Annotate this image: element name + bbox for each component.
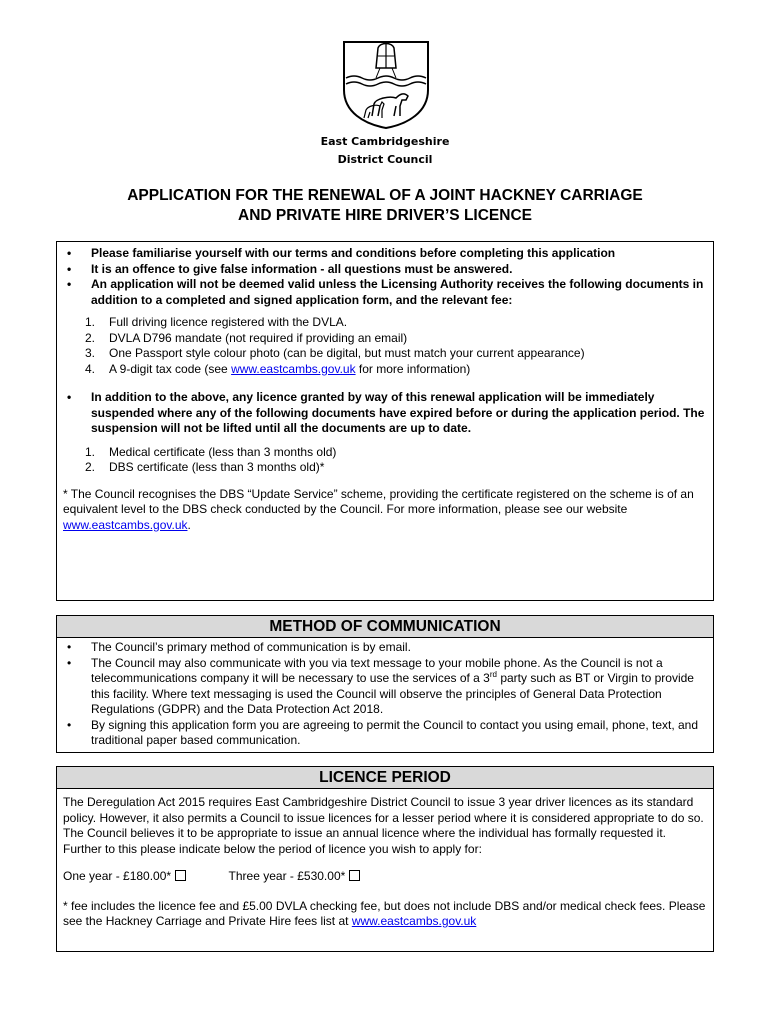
list-number: 2. [85,330,96,345]
licence-period-paragraph: The Deregulation Act 2015 requires East Cambridgeshire District Council to issue 3 year driver licences as its standard policy. However, it also permits a Council to issue licences for a lesser period where it is considered appropriate to do so. The Council believes it to be appropriate to issue an annual licence where the individual has formally requested it. Further to this please indicate below the period of licence you wish to apply for: [63,795,704,856]
document-item [57,346,713,362]
list-number: 4. [85,361,96,376]
document-title [0,186,770,226]
title-line2: AND PRIVATE HIRE DRIVER’S LICENCE [238,207,532,224]
document-text: One Passport style colour photo (can be digital, but must match your current appearance) [109,346,585,360]
bullet-terms: • Please familiarise yourself with our terms and conditions before completing this application [57,246,713,262]
eastcambs-link[interactable]: www.eastcambs.gov.uk [351,914,477,928]
suspension-bullets [57,390,713,437]
document-text: DVLA D796 mandate (not required if providing an email) [109,330,408,345]
eastcambs-link[interactable]: www.eastcambs.gov.uk [63,517,188,532]
bullet-documents: • An application will not be deemed valid unless the Licensing Authority receives the following documents in addition to a completed and signed application form, and the relevant fee: [57,277,713,308]
intro-box [56,241,714,601]
document-text: Full driving licence registered with the DVLA. [109,315,348,329]
option-three-year-label: Three year - £530.00* [228,869,346,883]
communication-bullets [57,640,713,749]
documents-list [57,315,713,377]
council-crest-logo [340,38,432,130]
text-message-part1: The Council may also communicate with you via text message to your mobile phone. As the Council is not a telecommunications company it will be necessary to use the services of a 3 [91,655,663,685]
list-number: 3. [85,346,96,360]
bullet-offence: • It is an offence to give false information - all questions must be answered. [57,262,713,278]
document-item [57,362,713,378]
text-message-part2: party such as BT or Virgin to provide this facility. Where text messaging is used the Council will observe the principles of General Data Protection Regulations (GDPR) and the Data Protection Act 2018. [91,671,694,716]
certificate-item [57,460,713,476]
footnote-text: * The Council recognises the DBS “Update Service” scheme, providing the certificate registered on the scheme is of an equivalent level to the DBS check conducted by the Council. For more information, please see our website [63,486,694,516]
fee-note [57,899,713,930]
footnote-text-end: . [187,517,191,532]
fee-note-text: * fee includes the licence fee and £5.00 DVLA checking fee, but does not include DBS and/or medical check fees. Please see the Hackney Carriage and Private Hire fees list at [63,898,706,928]
title-line1: APPLICATION FOR THE RENEWAL OF A JOINT HACKNEY CARRIAGE [127,187,643,204]
council-name-line2: District Council [337,153,433,166]
bullet-suspension: • In addition to the above, any licence granted by way of this renewal application will be immediately suspended where any of the following documents have expired before or during the application period. The suspension will not be lifted until all the documents are up to date. [57,390,713,437]
certificate-item [57,445,713,461]
document-item [57,331,713,347]
bullet-email: • The Council’s primary method of communication is by email. [57,640,713,656]
bullet-text-message [57,656,713,718]
option-one-year-label: One year - £180.00* [63,869,172,883]
ordinal-suffix: rd [489,670,497,679]
certificate-text: Medical certificate (less than 3 months old) [109,444,337,459]
document-item [57,315,713,331]
list-number: 2. [85,460,96,474]
intro-bullets [57,246,713,308]
eastcambs-link[interactable]: www.eastcambs.gov.uk [231,361,356,376]
licence-period-box [56,766,714,952]
council-name-line1: East Cambridgeshire [320,135,450,148]
certificates-list [57,445,713,476]
communication-heading: METHOD OF COMMUNICATION [57,616,713,638]
certificate-text: DBS certificate (less than 3 months old)* [109,460,325,474]
document-text: A 9-digit tax code (see [109,361,232,376]
document-text: for more information) [355,361,471,376]
dbs-footnote [57,487,713,534]
licence-options [57,869,713,885]
communication-box [56,615,714,753]
bullet-consent: • By signing this application form you are agreeing to permit the Council to contact you using email, phone, text, and traditional paper based communication. [57,718,713,749]
list-number: 1. [85,315,96,329]
one-year-checkbox[interactable] [175,870,186,881]
licence-period-heading: LICENCE PERIOD [57,767,713,789]
list-number: 1. [85,444,96,459]
three-year-checkbox[interactable] [349,870,360,881]
